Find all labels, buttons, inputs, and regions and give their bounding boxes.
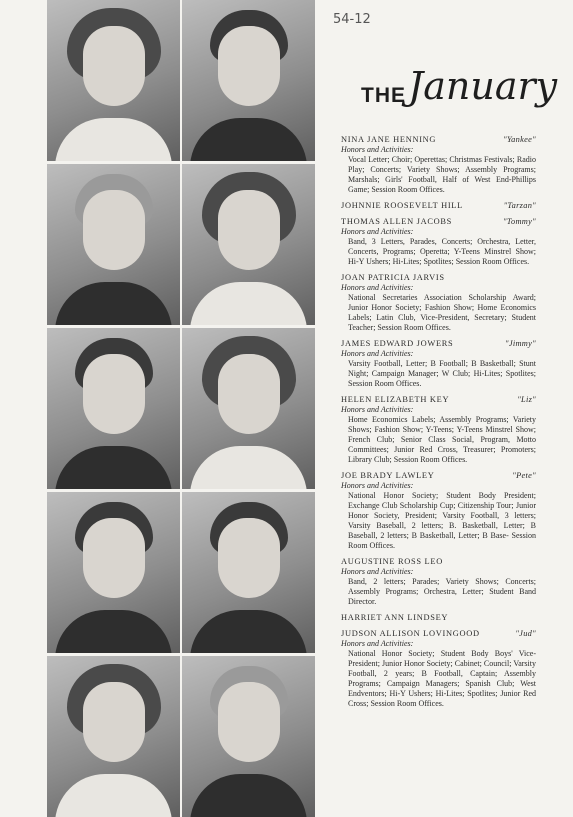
senior-name: AUGUSTINE ROSS LEO — [341, 557, 443, 566]
senior-name: JUDSON ALLISON LOVINGOOD — [341, 629, 480, 638]
senior-entry — [341, 556, 536, 607]
senior-nickname: "Jimmy" — [505, 339, 536, 348]
honors-label: Honors and Activities: — [341, 481, 414, 490]
senior-name: HARRIET ANN LINDSEY — [341, 613, 449, 622]
senior-nickname: "Pete" — [512, 471, 536, 480]
senior-list — [341, 134, 536, 714]
honors-label: Honors and Activities: — [341, 145, 414, 154]
senior-name: JOHNNIE ROOSEVELT HILL — [341, 201, 463, 210]
senior-entry — [341, 272, 536, 333]
photo-helen-elizabeth-key — [182, 328, 315, 489]
senior-entry — [341, 216, 536, 267]
photo-nina-jane-henning — [47, 0, 180, 161]
activities-text: Home Economics Labels; Assembly Programs; Variety Shows; Fashion Show; Y-Teens; Y-Teens Minstrel Show; French Club; Senior Class Social, Program, Motto Committees; Junior Red Cross, Treasurer; Promoters; Library Club; Session Room Offices. — [348, 415, 536, 464]
senior-name: JOE BRADY LAWLEY — [341, 471, 435, 480]
senior-nickname: "Tommy" — [502, 217, 536, 226]
photo-james-edward-jowers — [47, 328, 180, 489]
activities-text: National Honor Society; Student Body Boys' Vice-President; Junior Honor Society; Cabinet; Council; Varsity Football, 2 years; B Football, Captain; Assembly Programs; Campaign Managers; Spanish Club; West Endventors; Hi-Y Ushers; Hi-Lites; Spotlites; Junior Red Cross; Session Room Offices. — [348, 649, 536, 708]
page-stamp: 54-12 — [333, 12, 371, 27]
honors-label: Honors and Activities: — [341, 639, 414, 648]
senior-nickname: "Jud" — [515, 629, 536, 638]
senior-entry — [341, 628, 536, 709]
photo-harriet-ann-lindsey — [47, 656, 180, 817]
senior-nickname: "Tarzan" — [503, 201, 536, 210]
honors-label: Honors and Activities: — [341, 227, 414, 236]
senior-entry — [341, 470, 536, 551]
senior-name: HELEN ELIZABETH KEY — [341, 395, 450, 404]
activities-text: National Honor Society; Student Body President; Exchange Club Scholarship Cup; Citizenship Tour; Junior Honor Society, President; Varsity Football, 3 letters; Varsity Baseball, 2 letters; B. Basketball, Letter; B Baseball, 2 letters; B Basketball, Letter; B Base- Session Room Offices. — [348, 491, 536, 550]
photo-johnnie-roosevelt-hill — [182, 0, 315, 161]
photo-grid — [45, 0, 315, 805]
activities-text: Band, 3 Letters, Parades, Concerts; Orchestra, Letter, Concerts, Programs; Operetta; Y-Teens Minstrel Show; Hi-Y Ushers; Hi-Lites; Spotlites; Session Room Offices. — [348, 237, 536, 266]
senior-nickname: "Yankee" — [503, 135, 536, 144]
senior-name: JOAN PATRICIA JARVIS — [341, 273, 445, 282]
photo-augustine-ross-leo — [182, 492, 315, 653]
activities-text: Band, 2 letters; Parades; Variety Shows; Concerts; Assembly Programs; Orchestra, Letter; Student Band Director. — [348, 577, 536, 606]
honors-label: Honors and Activities: — [341, 283, 414, 292]
senior-entry — [341, 612, 536, 623]
honors-label: Honors and Activities: — [341, 405, 414, 414]
senior-name: THOMAS ALLEN JACOBS — [341, 217, 453, 226]
honors-label: Honors and Activities: — [341, 567, 414, 576]
photo-thomas-allen-jacobs — [47, 164, 180, 325]
senior-nickname: "Liz" — [517, 395, 536, 404]
activities-text: Varsity Football, Letter; B Football; B Basketball; Stunt Night; Campaign Manager; W Club; Hi-Lites; Spotlites; Session Room Offices. — [348, 359, 536, 388]
senior-entry — [341, 338, 536, 389]
photo-judson-allison-lovingood — [182, 656, 315, 817]
senior-entry — [341, 394, 536, 465]
activities-text: National Secretaries Association Scholarship Award; Junior Honor Society; Fashion Show; Home Economics Labels; Latin Club, Vice-President, Secretary; Student Teacher; Session Room Offices. — [348, 293, 536, 332]
senior-name: NINA JANE HENNING — [341, 135, 437, 144]
photo-joan-patricia-jarvis — [182, 164, 315, 325]
title-month: January — [408, 64, 558, 108]
senior-entry — [341, 200, 536, 211]
photo-joe-brady-lawley — [47, 492, 180, 653]
activities-text: Vocal Letter; Choir; Operettas; Christmas Festivals; Radio Play; Concerts; Variety Shows; Assembly Programs; Marshals; Girls' Football, Half of West End-Phillips Game; Session Room Offices. — [348, 155, 536, 194]
honors-label: Honors and Activities: — [341, 349, 414, 358]
title-the: THE — [361, 84, 406, 107]
senior-name: JAMES EDWARD JOWERS — [341, 339, 454, 348]
senior-entry — [341, 134, 536, 195]
